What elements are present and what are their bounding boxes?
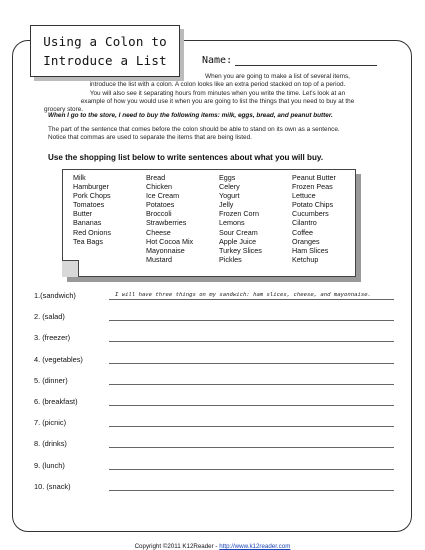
shopping-list-item: Yogurt <box>219 191 240 201</box>
shopping-list-item: Pickles <box>219 254 242 264</box>
worksheet-title <box>30 25 180 77</box>
explanation-line: Notice that commas are used to separate the items that are being listed. <box>48 134 252 142</box>
intro-line: example of how you would use it when you are going to list the things that you need to buy at the <box>80 97 355 105</box>
shopping-list-item: Chicken <box>146 182 172 192</box>
explanation-line: The part of the sentence that comes before the colon should be able to stand on its own as a sentence. <box>48 126 340 133</box>
question-row <box>34 394 394 406</box>
shopping-list-item: Ice Cream <box>146 191 180 201</box>
shopping-list <box>62 169 356 277</box>
shopping-list-item: Hot Cocoa Mix <box>146 236 194 246</box>
shopping-list-item: Ham Slices <box>292 245 329 255</box>
question-row <box>34 373 394 385</box>
footer-link[interactable]: http://www.k12reader.com <box>219 543 291 550</box>
shopping-list-grid <box>73 173 362 264</box>
shopping-list-item: Strawberries <box>146 218 187 228</box>
question-row <box>34 309 394 321</box>
shopping-list-item: Frozen Peas <box>292 182 333 192</box>
question-label: 6. (breakfast) <box>34 397 78 406</box>
question-label: 8. (drinks) <box>34 439 67 449</box>
shopping-list-item: Coffee <box>292 227 314 237</box>
shopping-list-item: Red Onions <box>73 227 111 237</box>
question-label: 3. (freezer) <box>34 333 71 343</box>
shopping-list-item: Ketchup <box>292 254 319 264</box>
shopping-list-item: Potato Chips <box>292 200 334 210</box>
question-label: 2. (salad) <box>34 312 65 322</box>
example-sentence: When I go to the store, I need to buy the following items: milk, eggs, bread, and peanut butter. <box>48 112 333 119</box>
shopping-list-item: Hamburger <box>73 182 109 192</box>
question-row <box>34 458 394 470</box>
intro-paragraph <box>40 73 395 114</box>
answer-line[interactable] <box>109 331 394 342</box>
title-line-1: Using a Colon to <box>43 34 167 49</box>
name-field <box>202 55 377 66</box>
shopping-list-column <box>219 173 292 264</box>
shopping-list-item: Celery <box>219 182 240 192</box>
shopping-list-item: Jelly <box>219 200 234 210</box>
answer-line[interactable] <box>109 353 394 364</box>
shopping-list-column <box>292 173 362 264</box>
page-curl-icon <box>62 260 79 277</box>
shopping-list-item: Turkey Slices <box>219 245 262 255</box>
shopping-list-item: Butter <box>73 209 93 219</box>
title-line-2: Introduce a List <box>43 53 167 68</box>
shopping-list-item: Bananas <box>73 218 102 228</box>
answer-line[interactable] <box>109 374 394 385</box>
shopping-list-column <box>146 173 219 264</box>
shopping-list-item: Cucumbers <box>292 209 329 219</box>
shopping-list-item: Broccoli <box>146 209 172 219</box>
answer-line[interactable] <box>109 480 394 491</box>
shopping-list-item: Cheese <box>146 227 171 237</box>
question-row <box>34 352 394 364</box>
example-answer: I will have three things on my sandwich: ham slices, cheese, and mayonnaise. <box>115 292 371 298</box>
answer-line[interactable] <box>109 459 394 470</box>
shopping-list-item: Bread <box>146 173 166 182</box>
footer <box>0 543 425 550</box>
question-label: 10. (snack) <box>34 481 71 491</box>
shopping-list-item: Milk <box>73 173 86 182</box>
footer-copyright: Copyright ©2011 K12Reader - <box>134 543 220 550</box>
explanation-paragraph <box>48 126 398 143</box>
shopping-list-item: Tea Bags <box>73 236 103 246</box>
shopping-list-item: Oranges <box>292 236 320 246</box>
intro-line: You will also see it separating hours from minutes when you write the time. Let's look at an <box>89 89 346 97</box>
intro-line: When you are going to make a list of several items, <box>205 73 350 80</box>
shopping-list-item: Tomatoes <box>73 200 105 210</box>
shopping-list-item: Mustard <box>146 254 172 264</box>
intro-line: grocery store. <box>44 106 84 114</box>
answer-line[interactable] <box>109 310 394 321</box>
question-label: 1.(sandwich) <box>34 291 76 300</box>
intro-line: introduce the list with a colon. A colon looks like an extra period stacked on top of a period. <box>89 81 346 89</box>
shopping-list-item: Mayonnaise <box>146 245 185 255</box>
question-row <box>34 436 394 448</box>
instruction-text: Use the shopping list below to write sentences about what you will buy. <box>48 153 324 162</box>
answer-line[interactable] <box>109 416 394 427</box>
question-label: 5. (dinner) <box>34 375 68 385</box>
question-row <box>34 415 394 427</box>
question-row <box>34 330 394 342</box>
question-label: 7. (picnic) <box>34 418 67 428</box>
shopping-list-item: Lemons <box>219 218 245 228</box>
question-row <box>34 479 394 491</box>
answer-line[interactable] <box>109 395 394 406</box>
shopping-list-item: Potatoes <box>146 200 175 210</box>
shopping-list-item: Apple Juice <box>219 236 257 246</box>
question-row <box>34 288 394 300</box>
shopping-list-item: Sour Cream <box>219 227 258 237</box>
shopping-list-item: Pork Chops <box>73 191 111 201</box>
shopping-list-item: Lettuce <box>292 191 316 201</box>
answer-line[interactable] <box>109 289 394 300</box>
name-label: Name: <box>202 55 233 66</box>
name-blank-line <box>235 55 377 66</box>
answer-line[interactable] <box>109 437 394 448</box>
shopping-list-item: Eggs <box>219 173 236 182</box>
shopping-list-item: Frozen Corn <box>219 209 259 219</box>
shopping-list-column <box>73 173 146 264</box>
question-label: 9. (lunch) <box>34 460 65 470</box>
shopping-list-item: Peanut Butter <box>292 173 336 182</box>
question-label: 4. (vegetables) <box>34 354 83 364</box>
shopping-list-item: Cilantro <box>292 218 317 228</box>
